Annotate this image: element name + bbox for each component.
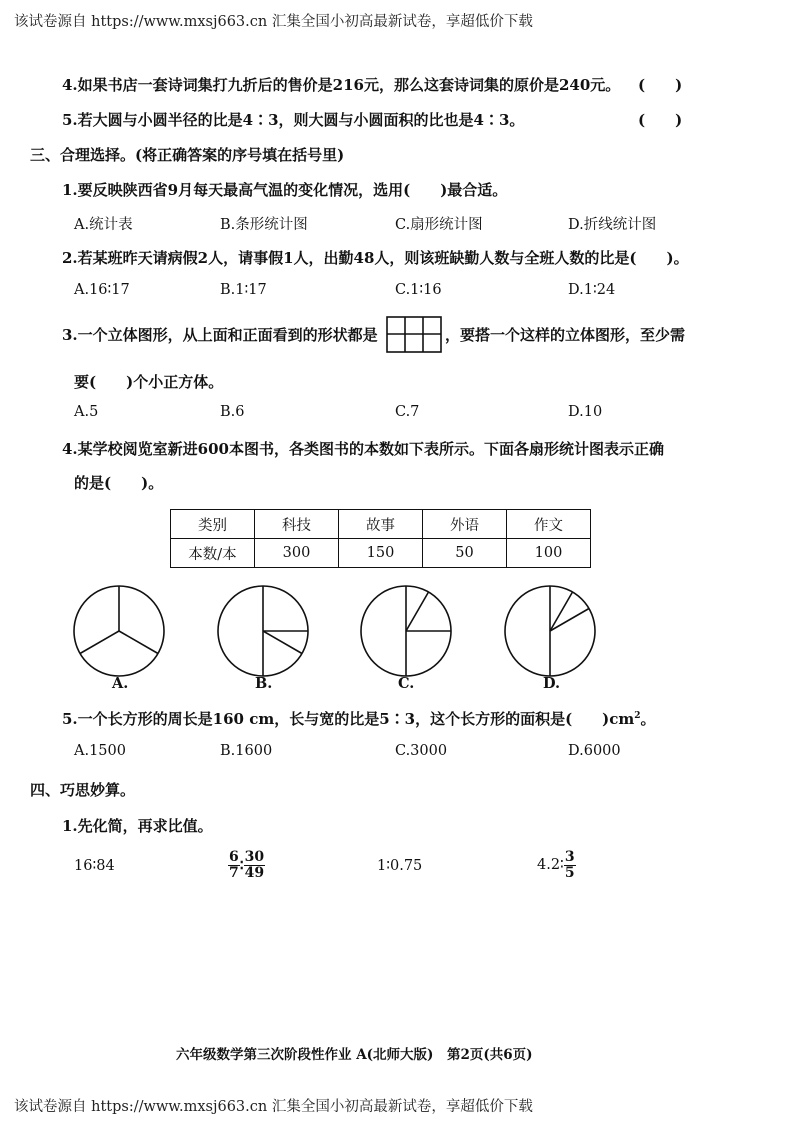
fraction-denominator: 7	[229, 864, 239, 881]
pie-label-d: D.	[543, 675, 561, 692]
pie-label-b: B.	[255, 675, 273, 692]
judge-q4-paren[interactable]: ( )	[638, 76, 683, 94]
section4-title: 四、巧思妙算。	[30, 781, 136, 799]
s4-item-c: 1∶0.75	[377, 858, 423, 874]
fraction	[564, 850, 576, 880]
pie-a-line	[119, 631, 158, 654]
pie-c[interactable]	[361, 586, 451, 676]
s3-q3-option-c[interactable]: C.7	[395, 404, 420, 420]
s3-q5-option-b[interactable]: B.1600	[220, 743, 273, 759]
table-cell: 150	[339, 539, 423, 568]
s3-q3-stem-a: 3.一个立体图形，从上面和正面看到的形状都是	[62, 326, 378, 344]
pie-d[interactable]	[505, 586, 595, 676]
s4-item-a: 16∶84	[74, 858, 115, 874]
s3-q1-option-c[interactable]: C.扇形统计图	[395, 217, 483, 233]
s3-q5-option-c[interactable]: C.3000	[395, 743, 448, 759]
s3-q5-option-d[interactable]: D.6000	[568, 743, 621, 759]
s4-item-d	[537, 850, 576, 880]
table-cell: 科技	[255, 510, 339, 539]
table-cell: 类别	[171, 510, 255, 539]
s3-q3-option-a[interactable]: A.5	[74, 404, 99, 420]
s3-q4-stem-a: 4.某学校阅览室新进600本图书，各类图书的本数如下表所示。下面各扇形统计图表示正确	[62, 440, 664, 458]
table-cell: 外语	[423, 510, 507, 539]
s3-q5-stem	[62, 708, 656, 729]
s4-q1-stem: 1.先化简，再求比值。	[62, 817, 213, 835]
s3-q5-stem-text: 5.一个长方形的周长是160 cm，长与宽的比是5∶3，这个长方形的面积是( )cm	[62, 710, 635, 728]
judge-q5: 5.若大圆与小圆半径的比是4∶3，则大圆与小圆面积的比也是4∶3。	[62, 111, 525, 129]
table-row	[171, 510, 591, 539]
table-cell: 故事	[339, 510, 423, 539]
pie-c-line	[406, 592, 429, 631]
s3-q1-stem: 1.要反映陕西省9月每天最高气温的变化情况，选用( )最合适。	[62, 181, 508, 199]
s3-q4-stem-b: 的是( )。	[74, 474, 164, 492]
books-table	[170, 509, 591, 568]
s3-q2-option-c[interactable]: C.1∶16	[395, 282, 442, 298]
fraction-denominator: 5	[564, 864, 575, 881]
s3-q3-stem-b: ，要搭一个这样的立体图形，至少需	[445, 326, 686, 344]
judge-q4	[62, 74, 620, 95]
s4-item-b	[228, 850, 265, 880]
fraction-numerator: 6	[229, 849, 239, 865]
s3-q5-superscript: 2	[634, 711, 641, 721]
section3-title: 三、合理选择。(将正确答案的序号填在括号里)	[30, 146, 345, 164]
table-cell: 本数/本	[171, 539, 255, 568]
table-cell: 300	[255, 539, 339, 568]
pie-b[interactable]	[218, 586, 308, 676]
s4-item-d-int: 4.2∶	[537, 857, 564, 874]
s3-q5-option-a[interactable]: A.1500	[74, 743, 126, 759]
s3-q5-stem-end: 。	[640, 710, 656, 728]
s3-q1-option-a[interactable]: A.统计表	[74, 217, 133, 233]
watermark-top: 该试卷源自 https://www.mxsj663.cn 汇集全国小初高最新试卷，享超低价下载	[14, 14, 533, 30]
s3-q2-option-b[interactable]: B.1∶17	[220, 282, 267, 298]
pie-a[interactable]	[74, 586, 164, 676]
judge-q5-paren[interactable]: ( )	[638, 111, 683, 129]
table-row	[171, 539, 591, 568]
table-cell: 50	[423, 539, 507, 568]
watermark-bottom: 该试卷源自 https://www.mxsj663.cn 汇集全国小初高最新试卷，享超低价下载	[14, 1099, 533, 1115]
pie-charts	[60, 583, 700, 683]
fraction-numerator: 30	[244, 849, 265, 865]
pie-label-c: C.	[398, 675, 415, 692]
table-cell: 100	[507, 539, 591, 568]
cube-view-figure	[386, 316, 443, 354]
table-cell: 作文	[507, 510, 591, 539]
s3-q3-stem-c: 要( )个小正方体。	[74, 373, 224, 391]
ratio-sign: ∶	[239, 856, 244, 875]
page-footer: 六年级数学第三次阶段性作业 A(北师大版) 第2页(共6页)	[176, 1047, 533, 1063]
pie-b-line	[263, 631, 302, 654]
s3-q1-option-b[interactable]: B.条形统计图	[220, 217, 308, 233]
s3-q2-stem: 2.若某班昨天请病假2人，请事假1人，出勤48人，则该班缺勤人数与全班人数的比是( )。	[62, 249, 689, 267]
judge-q4-text: 4.如果书店一套诗词集打九折后的售价是216元，那么这套诗词集的原价是240元。	[62, 76, 621, 94]
fraction-denominator: 49	[244, 864, 265, 881]
s3-q2-option-d[interactable]: D.1∶24	[568, 282, 616, 298]
s3-q2-option-a[interactable]: A.16∶17	[74, 282, 130, 298]
fraction	[244, 850, 265, 880]
s3-q1-option-d[interactable]: D.折线统计图	[568, 217, 657, 233]
fraction	[228, 850, 240, 880]
pie-label-a: A.	[112, 675, 129, 692]
s3-q3-option-b[interactable]: B.6	[220, 404, 245, 420]
fraction-numerator: 3	[564, 849, 575, 865]
pie-a-line	[80, 631, 119, 654]
s3-q3-option-d[interactable]: D.10	[568, 404, 603, 420]
